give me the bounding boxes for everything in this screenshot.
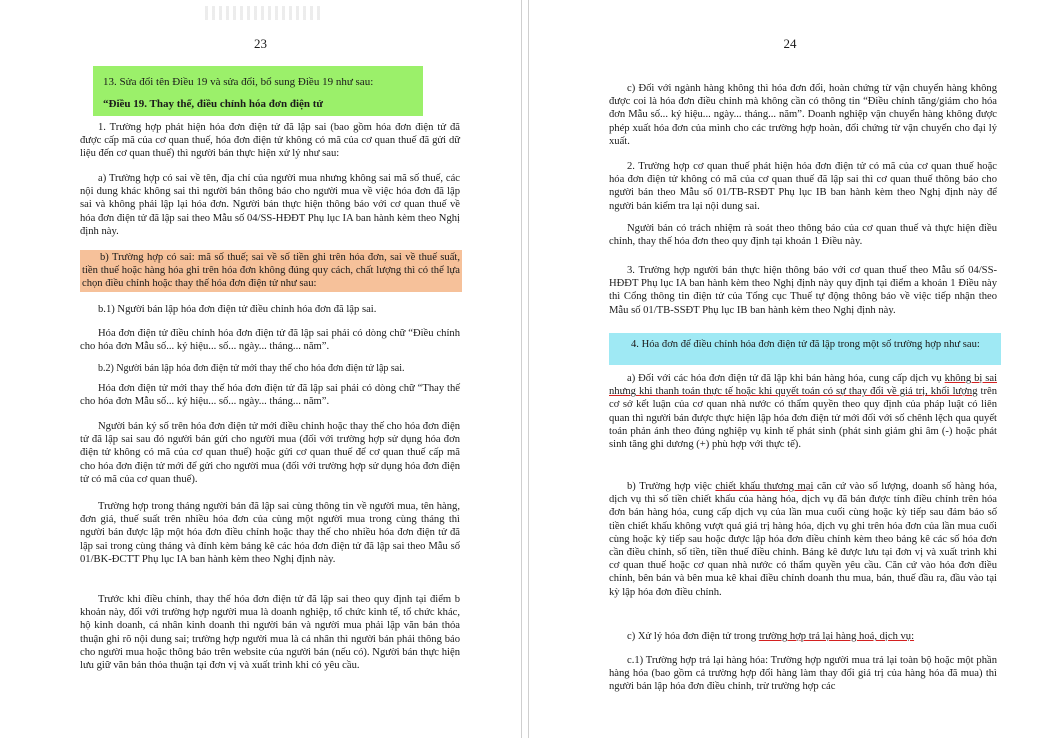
section-highlight-box bbox=[609, 333, 1001, 365]
paragraph: Người bán có trách nhiệm rà soát theo thông báo của cơ quan thuế và thực hiện điều chỉnh, thay thế hóa đơn theo quy định tại khoản 1 Điều này. bbox=[609, 223, 997, 248]
paragraph-lead: b) Trường hợp việc bbox=[627, 481, 716, 492]
paragraph-lead: c) Xử lý hóa đơn điện tử trong bbox=[627, 631, 759, 642]
paragraph: Người bán ký số trên hóa đơn điện tử mới điều chỉnh hoặc thay thế cho hóa đơn điện tử đã lập sai sau đó người bán gửi cho người mua (đối với trường hợp sử dụng hóa đơn điện tử không có mã của cơ quan thuế) hoặc gửi cơ quan thuế để cơ quan thuế cấp mã cho hóa đơn điện tử mới để gửi cho người mua (đối với trường hợp sử dụng hóa đơn điện tử có mã của cơ quan thuế). bbox=[80, 421, 460, 485]
scan-artifact bbox=[205, 6, 323, 20]
paragraph-rest: trên cơ sở kết luận của cơ quan nhà nước có thẩm quyền theo quy định của pháp luật có liên quan thì người bán được thực hiện lập hóa đơn điện tử mới đối với số chênh lệch qua quyết toán phản ánh theo đúng nghiệp vụ kinh tế phát sinh (phát sinh giảm ghi âm (-) hoặc phát sinh tăng ghi dương (+) phù hợp với thực tế). bbox=[609, 386, 997, 451]
section-heading: 4. Hóa đơn để điều chỉnh hóa đơn điện tử đã lập trong một số trường hợp như sau: bbox=[631, 339, 980, 350]
paragraph: b.1) Người bán lập hóa đơn điện tử điều chỉnh hóa đơn đã lập sai. bbox=[98, 304, 377, 315]
paragraph bbox=[609, 480, 997, 599]
underlined-phrase: không bị sai nhưng khi thanh toán thực tế hoặc khi quyết toán có sự thay đổi về giá trị, khối lượng bbox=[609, 373, 998, 398]
paragraph: 1. Trường hợp phát hiện hóa đơn điện tử đã lập sai (bao gồm hóa đơn điện tử đã được cấp mã của cơ quan thuế, hóa đơn điện tử không có mã của cơ quan thuế đã gửi dữ liệu đến cơ quan thuế) thì người bán thực hiện xử lý như sau: bbox=[80, 122, 460, 160]
paragraph bbox=[609, 372, 997, 451]
left-page bbox=[0, 0, 522, 738]
paragraph: 2. Trường hợp cơ quan thuế phát hiện hóa đơn điện tử có mã của cơ quan thuế hoặc hóa đơn điện tử không có mã của cơ quan thuế đã lập sai thì cơ quan thuế thông báo cho người bán theo Mẫu số 01/TB-RSĐT Phụ lục IB ban hành kèm theo Nghị định này để người bán kiểm tra lại nội dung sai. bbox=[609, 161, 997, 212]
paragraph: b.2) Người bán lập hóa đơn điện tử mới thay thế cho hóa đơn điện tử lập sai. bbox=[98, 363, 405, 374]
amendment-heading-box bbox=[93, 66, 423, 116]
paragraph: Hóa đơn điện tử điều chỉnh hóa đơn điện tử đã lập sai phải có dòng chữ “Điều chỉnh cho hóa đơn Mẫu số... ký hiệu... số... ngày... tháng... năm”. bbox=[80, 328, 460, 353]
underlined-phrase: trường hợp trả lại hàng hoá, dịch vụ: bbox=[758, 631, 915, 642]
paragraph: 3. Trường hợp người bán thực hiện thông báo với cơ quan thuế theo Mẫu số 04/SS-HĐĐT Phụ lục IA ban hành kèm theo Nghị định này quy định tại điểm a khoản 1 Điều này thì Cổng thông tin điện tử của Tổng cục Thuế tự động thông báo về việc tiếp nhận theo Mẫu số 01/TB-SSĐT Phụ lục IB ban hành kèm theo Nghị định này. bbox=[609, 265, 997, 316]
amendment-line: 13. Sửa đổi tên Điều 19 và sửa đổi, bổ sung Điều 19 như sau: bbox=[103, 76, 374, 88]
paragraph: a) Trường hợp có sai về tên, địa chỉ của người mua nhưng không sai mã số thuế, các nội dung khác không sai thì người bán thông báo cho người mua về việc hóa đơn đã lập sai và không phải lập lại hóa đơn. Người bán thực hiện thông báo với cơ quan thuế về hóa đơn điện tử đã lập sai theo Mẫu số 04/SS-HĐĐT Phụ lục IA ban hành kèm theo Nghị định này. bbox=[80, 173, 460, 237]
paragraph: Trước khi điều chỉnh, thay thế hóa đơn điện tử đã lập sai theo quy định tại điểm b khoản này, đối với trường hợp người mua là doanh nghiệp, tổ chức kinh tế, tổ chức khác, hộ kinh doanh, cá nhân kinh doanh thì người bán và người mua phải lập văn bản thỏa thuận ghi rõ nội dung sai; trường hợp người mua là cá nhân thì người bán phải thông báo cho người mua hoặc thông báo trên website của người bán (nếu có). Người bán thực hiện lưu giữ văn bản thỏa thuận tại đơn vị và xuất trình khi có yêu cầu. bbox=[80, 594, 460, 672]
highlighted-paragraph: b) Trường hợp có sai: mã số thuế; sai về số tiền ghi trên hóa đơn, sai về thuế suất, tiền thuế hoặc hàng hóa ghi trên hóa đơn không đúng quy cách, chất lượng thì có thể lựa chọn điều chỉnh hoặc thay thế hóa đơn điện tử như sau: bbox=[80, 250, 462, 292]
paragraph: Trường hợp trong tháng người bán đã lập sai cùng thông tin về người mua, tên hàng, đơn giá, thuế suất trên nhiều hóa đơn của cùng một người mua trong cùng tháng thì người bán được lập một hóa đơn điều chỉnh hoặc thay thế cho nhiều hóa đơn điện tử đã lập sai trong cùng tháng và đính kèm bảng kê các hóa đơn điện tử đã lập sai theo Mẫu số 01/BK-ĐCTT Phụ lục IA ban hành kèm theo Nghị định này. bbox=[80, 501, 460, 565]
right-page bbox=[528, 0, 1051, 738]
paragraph-rest: căn cứ vào số lượng, doanh số hàng hóa, dịch vụ thì số tiền chiết khấu của hàng hóa, dịch vụ đã bán được tính điều chỉnh trên hóa đơn bán hàng hóa, cung cấp dịch vụ của lần mua cuối cùng hoặc kỳ tiếp sau đảm bảo số tiền chiết khấu không vượt quá giá trị hàng hóa, dịch vụ ghi trên hóa đơn của lần mua cuối cùng hoặc kỳ tiếp sau hoặc được lập hóa đơn điều chỉnh kèm theo bảng kê các số hóa đơn cần điều chỉnh, số tiền, tiền thuế điều chỉnh. Bảng kê được lưu tại đơn vị và xuất trình khi cơ quan thuế hoặc cơ quan nhà nước có thẩm quyền yêu cầu. Căn cứ vào hóa đơn điều chỉnh, bên bán và bên mua kê khai điều chỉnh doanh thu mua, bán, thuế đầu ra, đầu vào tại kỳ lập hóa đơn điều chỉnh. bbox=[609, 481, 997, 598]
page-number: 24 bbox=[783, 36, 797, 51]
paragraph: c.1) Trường hợp trả lại hàng hóa: Trường hợp người mua trả lại toàn bộ hoặc một phần hàng hóa (bao gồm cả trường hợp đổi hàng làm thay đổi giá trị của hàng hóa đã mua) thì người bán lập hóa đơn điều chỉnh, trừ trường hợp các bbox=[609, 655, 997, 693]
page-number: 23 bbox=[254, 36, 267, 51]
article-title: “Điều 19. Thay thế, điều chỉnh hóa đơn điện tử bbox=[103, 98, 324, 110]
paragraph-lead: a) Đối với các hóa đơn điện tử đã lập khi bán hàng hóa, cung cấp dịch vụ bbox=[627, 373, 945, 384]
underlined-phrase: chiết khấu thương mại bbox=[715, 481, 814, 492]
paragraph: Hóa đơn điện tử mới thay thế hóa đơn điện tử đã lập sai phải có dòng chữ “Thay thế cho hóa đơn Mẫu số... ký hiệu... số... ngày... tháng... năm”. bbox=[80, 383, 460, 408]
paragraph bbox=[609, 630, 997, 643]
paragraph: c) Đối với ngành hàng không thì hóa đơn đổi, hoàn chứng từ vận chuyển hàng không được coi là hóa đơn điều chỉnh mà không cần có thông tin “Điều chỉnh tăng/giảm cho hóa đơn Mẫu số... ký hiệu... ngày... tháng... năm”. Doanh nghiệp vận chuyển hàng không được phép xuất hóa đơn của mình cho các trường hợp hoàn, đổi chứng từ vận chuyển cho đại lý xuất. bbox=[609, 83, 997, 147]
